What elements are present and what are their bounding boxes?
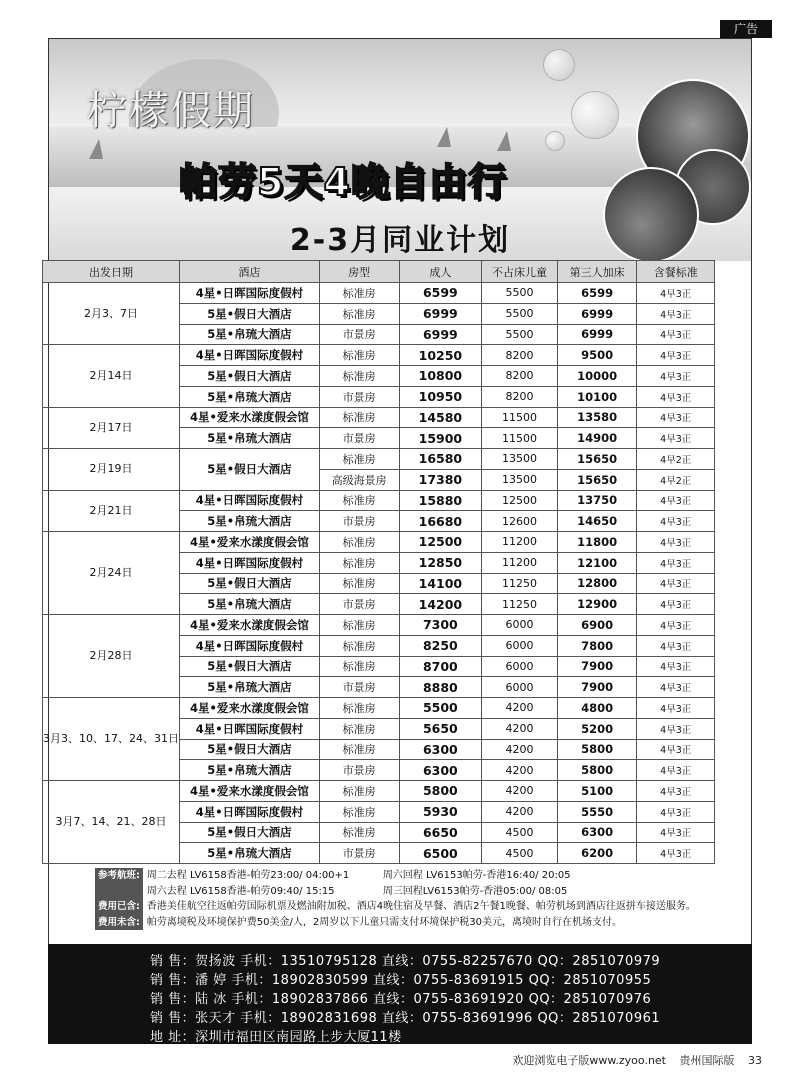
hotel-cell: 5星•帛琉大酒店 bbox=[180, 594, 320, 615]
extra-bed-price-cell: 15650 bbox=[557, 449, 637, 470]
extra-bed-price-cell: 5800 bbox=[557, 739, 637, 760]
meal-cell: 4早3正 bbox=[637, 283, 715, 304]
child-price-cell: 6000 bbox=[482, 656, 558, 677]
meal-cell: 4早3正 bbox=[637, 345, 715, 366]
hotel-cell: 4星•日晖国际度假村 bbox=[180, 345, 320, 366]
adult-price-cell: 6300 bbox=[399, 760, 482, 781]
meal-cell: 4早3正 bbox=[637, 718, 715, 739]
hotel-cell: 5星•帛琉大酒店 bbox=[180, 324, 320, 345]
extra-bed-price-cell: 15650 bbox=[557, 469, 637, 490]
note-label: 参考航班: bbox=[95, 868, 143, 899]
meal-cell: 4早3正 bbox=[637, 428, 715, 449]
page-title: 帕劳5天4晚自由行 bbox=[179, 160, 507, 204]
room-type-cell: 市景房 bbox=[319, 760, 399, 781]
room-type-cell: 标准房 bbox=[319, 573, 399, 594]
hotel-cell: 5星•假日大酒店 bbox=[180, 739, 320, 760]
hotel-cell: 4星•爱来水漾度假会馆 bbox=[180, 698, 320, 719]
hotel-cell: 4星•爱来水漾度假会馆 bbox=[180, 532, 320, 553]
notes bbox=[95, 868, 735, 930]
meal-cell: 4早3正 bbox=[637, 511, 715, 532]
room-type-cell: 市景房 bbox=[319, 843, 399, 864]
brand-logo: 柠檬假期 bbox=[87, 88, 255, 134]
date-cell: 2月3、7日 bbox=[43, 283, 180, 345]
contact-box bbox=[48, 944, 752, 1044]
meal-cell: 4早3正 bbox=[637, 677, 715, 698]
date-cell: 2月28日 bbox=[43, 615, 180, 698]
extra-bed-price-cell: 14650 bbox=[557, 511, 637, 532]
bubble-icon bbox=[543, 49, 575, 81]
table-header bbox=[43, 261, 715, 283]
child-price-cell: 11200 bbox=[482, 552, 558, 573]
flight-item: 周二去程 LV6158香港-帕劳23:00/ 04:00+1 bbox=[146, 870, 350, 881]
adult-price-cell: 8250 bbox=[399, 635, 482, 656]
room-type-cell: 标准房 bbox=[319, 532, 399, 553]
adult-price-cell: 10800 bbox=[399, 366, 482, 387]
banner bbox=[49, 39, 751, 261]
room-type-cell: 标准房 bbox=[319, 552, 399, 573]
hotel-cell: 5星•假日大酒店 bbox=[180, 449, 320, 491]
hotel-cell: 4星•爱来水漾度假会馆 bbox=[180, 615, 320, 636]
meal-cell: 4早3正 bbox=[637, 532, 715, 553]
extra-bed-price-cell: 10000 bbox=[557, 366, 637, 387]
date-cell: 2月21日 bbox=[43, 490, 180, 532]
hotel-cell: 5星•假日大酒店 bbox=[180, 573, 320, 594]
date-cell: 3月7、14、21、28日 bbox=[43, 781, 180, 864]
child-price-cell: 4200 bbox=[482, 698, 558, 719]
extra-bed-price-cell: 7900 bbox=[557, 677, 637, 698]
hotel-cell: 5星•假日大酒店 bbox=[180, 656, 320, 677]
extra-bed-price-cell: 5200 bbox=[557, 718, 637, 739]
meal-cell: 4早3正 bbox=[637, 843, 715, 864]
hotel-cell: 5星•帛琉大酒店 bbox=[180, 386, 320, 407]
hotel-cell: 4星•爱来水漾度假会馆 bbox=[180, 781, 320, 802]
adult-price-cell: 7300 bbox=[399, 615, 482, 636]
adult-price-cell: 17380 bbox=[399, 469, 482, 490]
meal-cell: 4早3正 bbox=[637, 739, 715, 760]
column-header: 含餐标准 bbox=[637, 261, 715, 283]
footer-site: 欢迎浏览电子版www.zyoo.net bbox=[512, 1054, 666, 1067]
meal-cell: 4早3正 bbox=[637, 303, 715, 324]
meal-cell: 4早3正 bbox=[637, 635, 715, 656]
child-price-cell: 4200 bbox=[482, 801, 558, 822]
child-price-cell: 8200 bbox=[482, 386, 558, 407]
date-cell: 2月17日 bbox=[43, 407, 180, 449]
room-type-cell: 市景房 bbox=[319, 677, 399, 698]
table-row bbox=[43, 615, 715, 636]
note-text: 帕劳离境税及环境保护费50美金/人，2周岁以下儿童只需支付环境保护税30美元，离境时自行在机场支付。 bbox=[146, 916, 622, 928]
extra-bed-price-cell: 6900 bbox=[557, 615, 637, 636]
extra-bed-price-cell: 10100 bbox=[557, 386, 637, 407]
child-price-cell: 4200 bbox=[482, 739, 558, 760]
extra-bed-price-cell: 5800 bbox=[557, 760, 637, 781]
adult-price-cell: 14200 bbox=[399, 594, 482, 615]
hotel-cell: 4星•日晖国际度假村 bbox=[180, 801, 320, 822]
hotel-cell: 5星•帛琉大酒店 bbox=[180, 760, 320, 781]
room-type-cell: 标准房 bbox=[319, 739, 399, 760]
meal-cell: 4早3正 bbox=[637, 781, 715, 802]
room-type-cell: 标准房 bbox=[319, 656, 399, 677]
meal-cell: 4早3正 bbox=[637, 552, 715, 573]
adult-price-cell: 6999 bbox=[399, 324, 482, 345]
price-table bbox=[42, 260, 715, 864]
adult-price-cell: 5930 bbox=[399, 801, 482, 822]
table-row bbox=[43, 490, 715, 511]
adult-price-cell: 15880 bbox=[399, 490, 482, 511]
child-price-cell: 6000 bbox=[482, 677, 558, 698]
room-type-cell: 标准房 bbox=[319, 303, 399, 324]
child-price-cell: 4200 bbox=[482, 760, 558, 781]
meal-cell: 4早3正 bbox=[637, 490, 715, 511]
page-number: 33 bbox=[748, 1054, 762, 1067]
table-row bbox=[43, 781, 715, 802]
column-header: 房型 bbox=[319, 261, 399, 283]
extra-bed-price-cell: 7800 bbox=[557, 635, 637, 656]
child-price-cell: 5500 bbox=[482, 303, 558, 324]
child-price-cell: 11250 bbox=[482, 573, 558, 594]
table-row bbox=[43, 532, 715, 553]
meal-cell: 4早3正 bbox=[637, 801, 715, 822]
child-price-cell: 11500 bbox=[482, 428, 558, 449]
room-type-cell: 市景房 bbox=[319, 511, 399, 532]
hotel-cell: 4星•日晖国际度假村 bbox=[180, 283, 320, 304]
meal-cell: 4早3正 bbox=[637, 615, 715, 636]
ad-tag: 广告 bbox=[720, 20, 772, 38]
table-row bbox=[43, 283, 715, 304]
extra-bed-price-cell: 13750 bbox=[557, 490, 637, 511]
flight-item: 周三回程LV6153帕劳-香港05:00/ 08:05 bbox=[382, 885, 568, 897]
child-price-cell: 6000 bbox=[482, 635, 558, 656]
sailboat-icon bbox=[437, 127, 451, 147]
meal-cell: 4早3正 bbox=[637, 594, 715, 615]
child-price-cell: 12600 bbox=[482, 511, 558, 532]
child-price-cell: 4200 bbox=[482, 718, 558, 739]
room-type-cell: 标准房 bbox=[319, 698, 399, 719]
room-type-cell: 标准房 bbox=[319, 366, 399, 387]
table-row bbox=[43, 449, 715, 470]
adult-price-cell: 8700 bbox=[399, 656, 482, 677]
flight-item: 周六去程 LV6158香港-帕劳09:40/ 15:15 bbox=[146, 885, 335, 897]
room-type-cell: 标准房 bbox=[319, 283, 399, 304]
adult-price-cell: 16580 bbox=[399, 449, 482, 470]
room-type-cell: 标准房 bbox=[319, 449, 399, 470]
adult-price-cell: 10250 bbox=[399, 345, 482, 366]
hotel-cell: 5星•假日大酒店 bbox=[180, 822, 320, 843]
hotel-cell: 5星•假日大酒店 bbox=[180, 303, 320, 324]
hotel-cell: 4星•爱来水漾度假会馆 bbox=[180, 407, 320, 428]
column-header: 出发日期 bbox=[43, 261, 180, 283]
contact-line: 销 售：贺扬波 手机：13510795128 直线：0755-82257670 QQ：2851070979 bbox=[150, 954, 661, 969]
hotel-cell: 4星•日晖国际度假村 bbox=[180, 635, 320, 656]
bubble-icon bbox=[545, 131, 565, 151]
room-type-cell: 标准房 bbox=[319, 718, 399, 739]
child-price-cell: 8200 bbox=[482, 345, 558, 366]
child-price-cell: 13500 bbox=[482, 469, 558, 490]
extra-bed-price-cell: 5550 bbox=[557, 801, 637, 822]
child-price-cell: 12500 bbox=[482, 490, 558, 511]
extra-bed-price-cell: 6599 bbox=[557, 283, 637, 304]
table-row bbox=[43, 698, 715, 719]
adult-price-cell: 6300 bbox=[399, 739, 482, 760]
column-header: 第三人加床 bbox=[557, 261, 637, 283]
date-cell: 3月3、10、17、24、31日 bbox=[43, 698, 180, 781]
hotel-cell: 5星•帛琉大酒店 bbox=[180, 677, 320, 698]
meal-cell: 4早3正 bbox=[637, 324, 715, 345]
extra-bed-price-cell: 5100 bbox=[557, 781, 637, 802]
extra-bed-price-cell: 13580 bbox=[557, 407, 637, 428]
adult-price-cell: 5500 bbox=[399, 698, 482, 719]
child-price-cell: 6000 bbox=[482, 615, 558, 636]
adult-price-cell: 14580 bbox=[399, 407, 482, 428]
date-cell: 2月24日 bbox=[43, 532, 180, 615]
contact-line: 销 售：陆 冰 手机：18902837866 直线：0755-83691920 QQ：2851070976 bbox=[150, 992, 652, 1007]
column-header: 成人 bbox=[399, 261, 482, 283]
meal-cell: 4早2正 bbox=[637, 469, 715, 490]
date-cell: 2月19日 bbox=[43, 449, 180, 491]
address-line: 地 址：深圳市福田区南园路上步大厦11楼 bbox=[150, 1030, 402, 1045]
child-price-cell: 4200 bbox=[482, 781, 558, 802]
meal-cell: 4早3正 bbox=[637, 822, 715, 843]
hotel-cell: 5星•帛琉大酒店 bbox=[180, 428, 320, 449]
room-type-cell: 标准房 bbox=[319, 801, 399, 822]
table-row bbox=[43, 407, 715, 428]
hotel-cell: 5星•帛琉大酒店 bbox=[180, 843, 320, 864]
table-row bbox=[43, 345, 715, 366]
page-subtitle: 2-3月同业计划 bbox=[289, 223, 511, 258]
room-type-cell: 标准房 bbox=[319, 345, 399, 366]
meal-cell: 4早3正 bbox=[637, 366, 715, 387]
footer bbox=[502, 1052, 762, 1068]
adult-price-cell: 6999 bbox=[399, 303, 482, 324]
column-header: 不占床儿童 bbox=[482, 261, 558, 283]
child-price-cell: 5500 bbox=[482, 324, 558, 345]
child-price-cell: 5500 bbox=[482, 283, 558, 304]
contact-line: 销 售：潘 婷 手机：18902830599 直线：0755-83691915 QQ：2851070955 bbox=[150, 973, 652, 988]
child-price-cell: 11250 bbox=[482, 594, 558, 615]
note-label: 费用未含: bbox=[95, 915, 143, 931]
room-type-cell: 标准房 bbox=[319, 822, 399, 843]
adult-price-cell: 12850 bbox=[399, 552, 482, 573]
extra-bed-price-cell: 14900 bbox=[557, 428, 637, 449]
adult-price-cell: 12500 bbox=[399, 532, 482, 553]
meal-cell: 4早3正 bbox=[637, 656, 715, 677]
column-header: 酒店 bbox=[180, 261, 320, 283]
child-price-cell: 4500 bbox=[482, 843, 558, 864]
excluded-note bbox=[95, 915, 735, 931]
extra-bed-price-cell: 6999 bbox=[557, 324, 637, 345]
footer-edition: 贵州国际版 bbox=[679, 1054, 735, 1067]
bubble-icon bbox=[571, 91, 619, 139]
extra-bed-price-cell: 12900 bbox=[557, 594, 637, 615]
flight-item: 周六回程 LV6153帕劳-香港16:40/ 20:05 bbox=[382, 870, 571, 881]
child-price-cell: 13500 bbox=[482, 449, 558, 470]
date-cell: 2月14日 bbox=[43, 345, 180, 407]
adult-price-cell: 10950 bbox=[399, 386, 482, 407]
child-price-cell: 4500 bbox=[482, 822, 558, 843]
meal-cell: 4早3正 bbox=[637, 386, 715, 407]
hotel-cell: 5星•假日大酒店 bbox=[180, 366, 320, 387]
room-type-cell: 标准房 bbox=[319, 781, 399, 802]
room-type-cell: 市景房 bbox=[319, 386, 399, 407]
sailboat-icon bbox=[89, 139, 103, 159]
adult-price-cell: 6500 bbox=[399, 843, 482, 864]
extra-bed-price-cell: 6200 bbox=[557, 843, 637, 864]
sailboat-icon bbox=[497, 131, 511, 151]
child-price-cell: 11200 bbox=[482, 532, 558, 553]
flights-note bbox=[95, 868, 735, 899]
room-type-cell: 市景房 bbox=[319, 324, 399, 345]
adult-price-cell: 16680 bbox=[399, 511, 482, 532]
extra-bed-price-cell: 12100 bbox=[557, 552, 637, 573]
adult-price-cell: 6650 bbox=[399, 822, 482, 843]
adult-price-cell: 15900 bbox=[399, 428, 482, 449]
note-text: 香港美佳航空往返帕劳国际机票及燃油附加税、酒店4晚住宿及早餐、酒店2午餐1晚餐、帕劳机场到酒店往返拼车接送服务。 bbox=[146, 901, 696, 912]
hotel-cell: 4星•日晖国际度假村 bbox=[180, 718, 320, 739]
contact-line: 销 售：张天才 手机：18902831698 直线：0755-83691996 QQ：2851070961 bbox=[150, 1011, 661, 1026]
extra-bed-price-cell: 4800 bbox=[557, 698, 637, 719]
extra-bed-price-cell: 11800 bbox=[557, 532, 637, 553]
extra-bed-price-cell: 9500 bbox=[557, 345, 637, 366]
child-price-cell: 8200 bbox=[482, 366, 558, 387]
room-type-cell: 标准房 bbox=[319, 490, 399, 511]
hotel-cell: 4星•日晖国际度假村 bbox=[180, 552, 320, 573]
meal-cell: 4早3正 bbox=[637, 573, 715, 594]
table-body bbox=[43, 283, 715, 864]
extra-bed-price-cell: 6999 bbox=[557, 303, 637, 324]
room-type-cell: 市景房 bbox=[319, 594, 399, 615]
room-type-cell: 标准房 bbox=[319, 635, 399, 656]
hotel-cell: 5星•帛琉大酒店 bbox=[180, 511, 320, 532]
adult-price-cell: 5650 bbox=[399, 718, 482, 739]
extra-bed-price-cell: 12800 bbox=[557, 573, 637, 594]
meal-cell: 4早3正 bbox=[637, 760, 715, 781]
room-type-cell: 标准房 bbox=[319, 615, 399, 636]
adult-price-cell: 5800 bbox=[399, 781, 482, 802]
child-price-cell: 11500 bbox=[482, 407, 558, 428]
extra-bed-price-cell: 6300 bbox=[557, 822, 637, 843]
included-note bbox=[95, 899, 735, 915]
meal-cell: 4早3正 bbox=[637, 698, 715, 719]
hotel-cell: 4星•日晖国际度假村 bbox=[180, 490, 320, 511]
adult-price-cell: 8880 bbox=[399, 677, 482, 698]
room-type-cell: 标准房 bbox=[319, 407, 399, 428]
note-label: 费用已含: bbox=[95, 899, 143, 915]
meal-cell: 4早3正 bbox=[637, 407, 715, 428]
adult-price-cell: 6599 bbox=[399, 283, 482, 304]
adult-price-cell: 14100 bbox=[399, 573, 482, 594]
extra-bed-price-cell: 7900 bbox=[557, 656, 637, 677]
meal-cell: 4早2正 bbox=[637, 449, 715, 470]
room-type-cell: 市景房 bbox=[319, 428, 399, 449]
room-type-cell: 高级海景房 bbox=[319, 469, 399, 490]
